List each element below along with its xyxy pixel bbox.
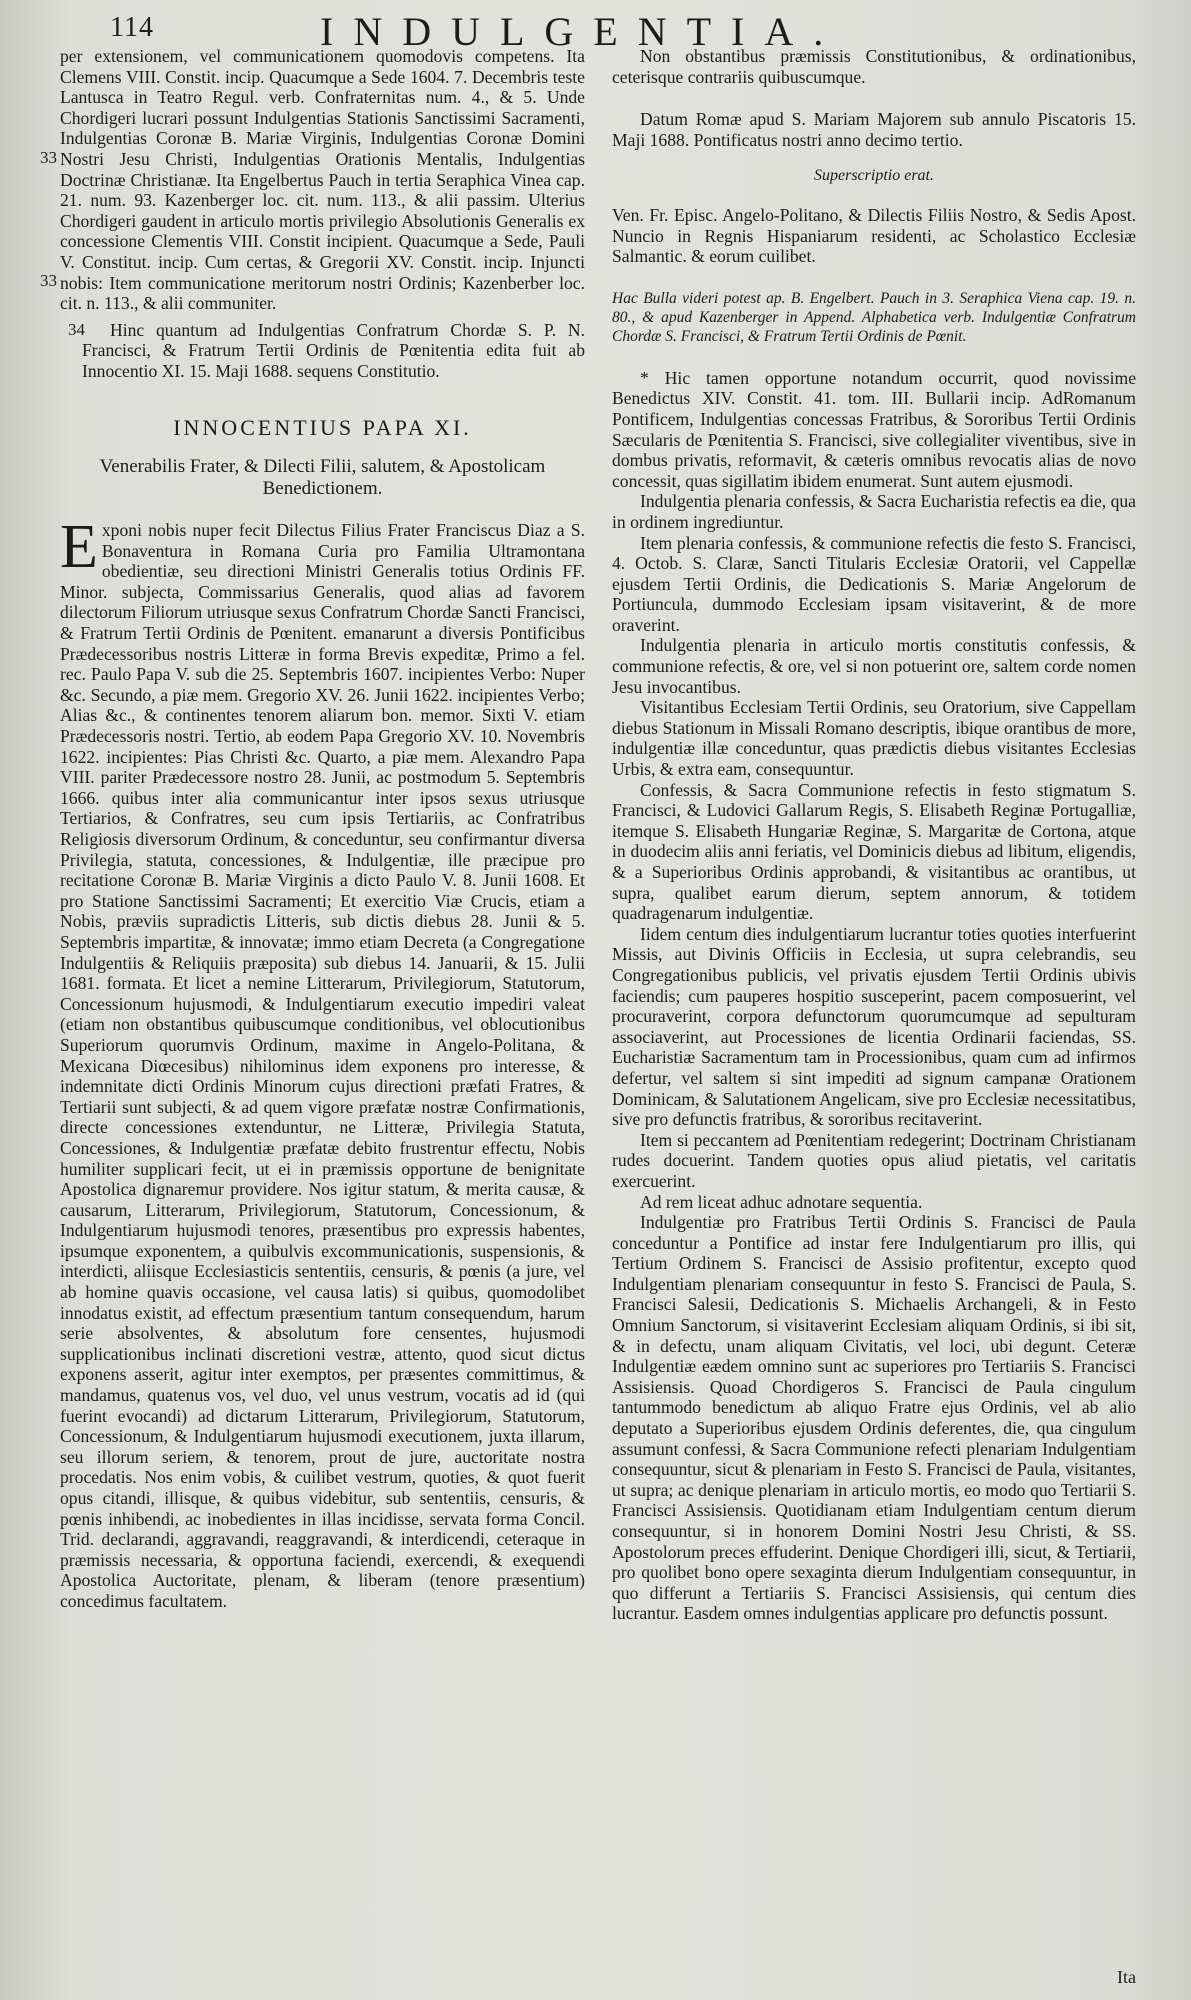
catchword: Ita [1117,1967,1136,1987]
paragraph-indulgence-6: Iidem centum dies indulgentiarum lucrantur toties quoties interfuerint Missis, aut Divinis Officiis in Ecclesia, ut supra celebrandis, seu Congregationibus publicis, vel privatis ejusdem Tertii Ordinis ubivis faciendis; cum pauperes hospitio susceperint, pacem composuerint, vel procuraverint, corpora defunctorum quorumcumque ad sepulturam associaverint, aut Processiones de licentia Ordinarii faciendas, SS. Eucharistiæ Sacramentum tam in Processionibus, quam cum ad infirmos defertur, vel saltem si sint impediti ad signum campanæ Orationem Dominicam, & Salutationem Angelicam, sive pro Ecclesiæ necessitatibus, sive pro defunctis fratribus, & sororibus recitaverint. [612,923,1136,1130]
drop-cap: E [60,513,98,582]
paragraph-ad-rem: Ad rem liceat adhuc adnotare sequentia. [640,1191,923,1212]
paragraph-indulgence-7: Item si peccantem ad Pœnitentiam redegerint; Doctrinam Christianam rudes docuerint. Tandem quoties opus aliud pietatis, vel caritatis exercuerint. [612,1129,1136,1191]
bull-body [60,513,585,1611]
intro-paragraph [40,46,585,314]
bull-salutation: Venerabilis Frater, & Dilecti Filii, salutem, & Apostolicam Benedictionem. [99,456,546,500]
paragraph-indulgence-2: Item plenaria confessis, & communione refectis die festo S. Francisci, 4. Octob. S. Claræ, Sancti Titularis Ecclesiæ Oratorii, vel Cappellæ ejusdem Tertii Ordinis, die Dedicationis S. Mariæ Angelorum de Portiuncula, dummodo Ecclesiam ipsam visitaverint, & de more oraverint. [612,532,1136,635]
left-column [40,46,585,1612]
intro-text: per extensionem, vel communicationem quomodovis competens. Ita Clemens VIII. Constit. incip. Quacumque a Sede 1604. 7. Decembris teste Lantusca in Teatro Regul. verb. Confraternitas num. 4., & 5. Unde Chordigeri lucrari possunt Indulgentias Stationis Sanctissimi Sacramenti, Indulgentias Coronæ B. Mariæ Virginis, Indulgentias Coronæ Domini Nostri Jesu Christi, Indulgentias Orationis Mentalis, Indulgentias Doctrinæ Christianæ. Ita Engelbertus Pauch in tertia Seraphica Vinea cap. 21. num. 93. Kazenberger loc. cit. num. 113., & alii passim. Ulterius Chordigeri gaudent in articulo mortis privilegio Absolutionis Generalis ex concessione Clementis VIII. Constit incipient. Quacumque a Sede, Pauli V. Constitut. incip. Cum certas, & Gregorii XV. Constit. incip. Injuncti nobis: Item communicatione meritorum nostri Ordinis; Kazenberber loc. cit. n. 113., & alii communiter. [60,46,585,314]
paragraph-source-note: Hac Bulla videri potest ap. B. Engelbert. Pauch in 3. Seraphica Viena cap. 19. n. 80., & apud Kazenberger in Append. Alphabetica verb. Indulgentiæ Confratrum Chordæ S. Francisci, & Fratrum Tertii Ordinis de Pœnit. [612,289,1136,345]
paragraph-datum: Datum Romæ apud S. Mariam Majorem sub annulo Piscatoris 15. Maji 1688. Pontificatus nostri anno decimo tertio. [612,109,1136,150]
superscription-label: Superscriptio erat. [814,167,934,185]
margin-number-34: 34 [68,319,85,339]
page-number: 114 [110,12,154,43]
margin-number-33b: 33 [40,271,57,290]
paragraph-indulgence-4: Visitantibus Ecclesiam Tertii Ordinis, seu Oratorium, sive Cappellam diebus Stationum in Missali Romano descriptis, ibique orantibus de more, indulgentiæ illæ conceduntur, quas prædictis diebus visitantes Ecclesias Urbis, & extra eam, consequuntur. [612,697,1136,780]
paragraph-addressees: Ven. Fr. Episc. Angelo-Politano, & Dilectis Filiis Nostro, & Sedis Apost. Nuncio in Regnis Hispaniarum residenti, ac Scholastico Ecclesiæ Salmantic. & eorum cuilibet. [612,204,1136,267]
paragraph-non-obstantibus: Non obstantibus præmissis Constitutionibus, & ordinationibus, ceterisque contrariis quibuscumque. [612,46,1136,87]
paragraph-indulgence-1: Indulgentia plenaria confessis, & Sacra Eucharistia refectis ea die, qua in ordinem ingrediuntur. [612,491,1136,532]
paragraph-benedict-note: * Hic tamen opportune notandum occurrit, quod novissime Benedictus XIV. Constit. 41. tom. III. Bullarii incip. AdRomanum Pontificem, Indulgentias concessas Fratribus, & Sororibus Tertii Ordinis Sæcularis de Pœnitentia S. Francisci, sive collegialiter viventibus, sive in dombus privatis, reformavit, & cæteris omnibus revocatis alias de novo concessit, quas sigillatim ibidem enumerat. Sunt autem ejusmodi. [612,367,1136,491]
bull-heading: INNOCENTIUS PAPA XI. [173,414,472,440]
paragraph-34-text: Hinc quantum ad Indulgentias Confratrum Chordæ S. P. N. Francisci, & Fratrum Tertii Ordinis de Pœnitentia edita fuit ab Innocentio XI. 15. Maji 1688. sequens Constitutio. [82,319,585,381]
margin-number-33a: 33 [40,148,57,167]
paragraph-paula: Indulgentiæ pro Fratribus Tertii Ordinis S. Francisci de Paula conceduntur a Pontifice ad instar fere Indulgentiarum pro illis, qui Tertium Ordinem S. Francisci de Assisio profitentur, excepto quod Indulgentiam plenariam consequuntur in festo S. Francisci de Paula, S. Francisci Salesii, Dedicationis S. Michaelis Archangeli, & in Festo Omnium Sanctorum, si visitaverint Ecclesiam aliquam Ordinis, si ibi sit, & in defectu, unam aliquam Civitatis, vel loci, ubi degunt. Ceteræ Indulgentiæ eædem omnino sunt ac superiores pro Tertiariis S. Francisci Assisiensis. Quoad Chordigeros S. Francisci de Paula cingulum tantummodo benedictum ab aliquo Fratre ejus Ordinis, vel ab alio deputato a Superioribus ejusdem Ordinis deferentes, die, qua cingulum assumunt confessi, & Sacra Communione refecti plenariam Indulgentiam consequuntur, sicut & plenariam in Festo S. Francisci de Paula, visitantes, ut supra; ac denique plenariam in articulo mortis, eo modo quo Tertiarii S. Francisci Assisiensis. Quotidianam etiam Indulgentiam centum dierum consequuntur, si in honorem Domini Nostri Jesu Christi, & SS. Apostolorum preces effuderint. Denique Chordigeri illi, sicut, & Tertiarii, pro quolibet bono opere sexaginta dierum Indulgentiam consequuntur, in quo differunt a Tertiariis S. Francisci Assisiensis, qui centum dies lucrantur. Easdem omnes indulgentias applicare pro defunctis possunt. [612,1212,1136,1624]
paragraph-indulgence-3: Indulgentia plenaria in articulo mortis constitutis confessis, & communione refectis, & ore, vel si non potuerint ore, saltem corde nomen Jesu invocantibus. [612,635,1136,697]
paragraph-indulgence-5: Confessis, & Sacra Communione refectis in festo stigmatum S. Francisci, & Ludovici Gallarum Regis, S. Elisabeth Reginæ Portugalliæ, itemque S. Elisabeth Hungariæ Reginæ, S. Margaritæ de Cortona, atque in duodecim aliis anni feriatis, vel Dominicis diebus ad libitum, eligendis, & a Superioribus Ordinis approbandi, & visitantibus ac orantibus, ut supra, qualibet earum dierum, septem annorum, & totidem quadragenarum indulgentiæ. [612,779,1136,924]
bull-body-text: xponi nobis nuper fecit Dilectus Filius Frater Franciscus Diaz a S. Bonaventura in Romana Curia pro Familia Ultramontana obedientiæ, seu directioni Ministri Generalis totius Ordinis FF. Minor. subjecta, Commissarius Generalis, quod alias ad favorem dilectorum Filiorum utriusque sexus Confratrum Chordæ Sancti Francisci, & Fratrum Tertii Ordinis de Pœnitent. emanarunt a diversis Pontificibus Prædecessoribus nostris Litteræ in forma Brevis expeditæ, Primo a fel. rec. Paulo Papa V. sub die 25. Septembris 1607. incipientes Verbo: Nuper &c. Secundo, a piæ mem. Gregorio XV. 26. Junii 1622. incipientes Verbo; Alias &c., & continentes tenorem aliarum bon. memor. Sixti V. etiam Prædecessoris nostri. Tertio, ab eodem Papa Gregorio XV. 10. Novembris 1622. incipientes: Pias Christi &c. Quarto, a piæ mem. Alexandro Papa VIII. pariter Prædecessore nostro 28. Junii, ac postmodum 5. Septembris 1666. quibus inter alia communicantur inter ipsos sexus utriusque Tertiarios, & Confratres, seu cum ipsis Tertiariis, ac Confratribus Religiosis diversorum Ordinum, & conceduntur, seu confirmantur diversa Privilegia, statuta, concessiones, & Indulgentiæ, ille præcipue pro recitatione Coronæ B. Mariæ Virginis a dicto Paulo V. 8. Junii 1608. Et pro Statione Sanctissimi Sacramenti; Et exercitio Viæ Crucis, etiam a Nobis, præviis supradictis Litteris, sub dictis diebus 28. Junii & 5. Septembris impartitæ, & innovatæ; immo etiam Decreta (a Congregatione Indulgentiis & Reliquiis præposita) sub diebus 14. Januarii, & 15. Julii 1681. formata. Et licet a nemine Litterarum, Privilegiorum, Statutorum, Concessionum hujusmodi, & Indulgentiarum executio impediri valeat (etiam non obstantibus quibuscumque conditionibus, vel oblocutionibus Superiorum quorumvis Ordinum, maxime in Angelo-Politana, & Mexicana Diœcesibus) nihilominus idem exponens pro interesse, & indemnitate dicti Ordinis Minorum cujus directioni præfati Fratres, & Tertiarii sunt subjecti, & ad quem vigore præfatæ nostræ Confirmationis, directe concessiones extenduntur, ne Litteræ, Privilegia Statuta, Concessiones, & Indulgentiæ præfatæ debito frustrentur effectu, Nobis humiliter supplicari fecit, ut ei in præmissis opportune de benignitate Apostolica dignaremur providere. Nos igitur statum, & merita causæ, & causarum, Litterarum, Privilegiorum, Statutorum, Concessionum, & Indulgentiarum hujusmodi tenores, præsentibus pro expressis habentes, ipsumque exponentem, a quibulvis excommunicationis, suspensionis, & interdicti, aliisque Ecclesiasticis sententiis, censuris, & pœnis (a jure, vel ab homine quavis occasione, vel causa latis) si quibus, quomodolibet innodatus existit, ad effectum præsentium tantum consequendum, harum serie absolventes, & absolutum fore censentes, hujusmodi supplicationibus inclinati discretioni vestræ, attento, quod sicut dictus exponens asserit, agitur inter exemptos, per præsentes committimus, & mandamus, quatenus vos, vel duo, vel unus vestrum, vocatis ad id (qui fuerint evocandi) ad dictarum Litterarum, Privilegiorum, Statutorum, Concessionum, & Indulgentiarum hujusmodi executionem, juxta illarum, seu illorum seriem, & tenorem, prout de jure, auctoritate nostra procedatis. Nos enim vobis, & cuilibet vestrum, quoties, & quot fuerit opus citandi, illisque, & quibus videbitur, sub sententiis, censuris, & pœnis inhibendi, ac inobedientes in illas incidisse, servata forma Concil. Trid. declarandi, aggravandi, reaggravandi, & interdicendi, ceteraque in præmissis necessaria, & opportuna faciendi, exercendi, & exequendi Apostolica Auctoritate, plenam, & liberam (tenore præsentium) concedimus facultatem. [60,520,585,1611]
paragraph-34 [60,320,585,382]
right-column [612,46,1136,1624]
running-head: INDULGENTIA. [320,9,844,54]
